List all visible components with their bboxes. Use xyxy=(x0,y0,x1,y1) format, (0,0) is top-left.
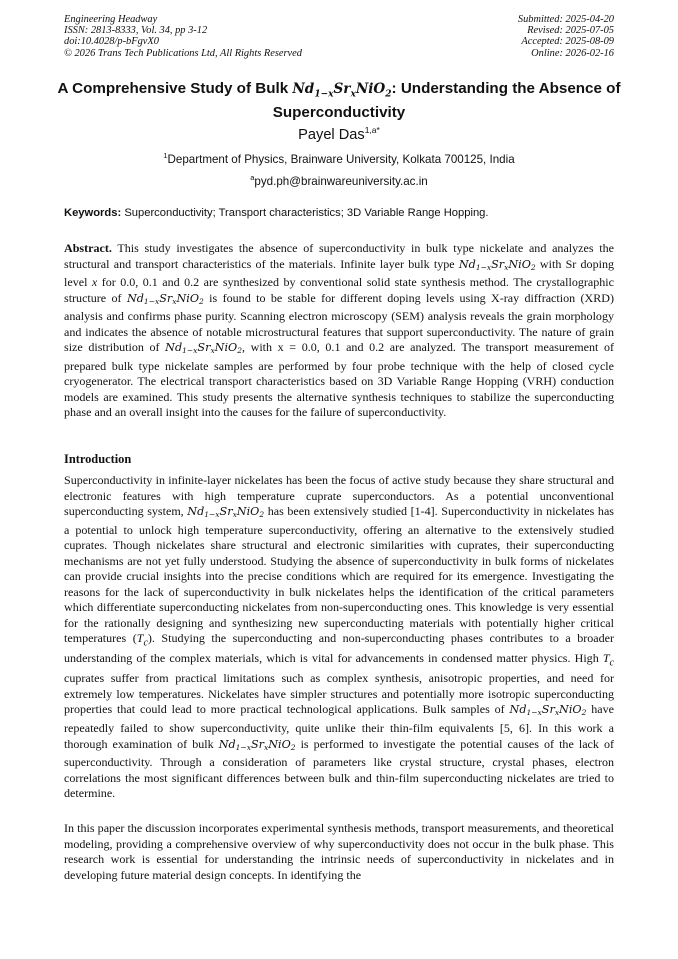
tc-symbol xyxy=(136,631,148,649)
tc-sub: c xyxy=(609,657,614,669)
author-name: Payel Das xyxy=(298,126,365,143)
formula-sr: Sr xyxy=(219,505,233,519)
intro-text: cuprates suffer from practical limitations such as complex synthesis, anisotropic properties, and need for extremely low temperatures. Nickelates have simpler structures and potentially more isotropic superconducting properties that could lead to more practical technological applications. Bulk samples of xyxy=(64,671,614,717)
issn-line: ISSN: 2813-8333, Vol. 34, pp 3-12 xyxy=(64,25,208,37)
journal-name: Engineering Headway xyxy=(64,14,158,25)
intro-text: have repeatedly failed to show superconductivity, quite unlike their thin-film equivalents [5, 6]. In this work a thorough examination of bulk xyxy=(64,702,614,751)
formula xyxy=(510,703,587,716)
formula-sub: 2 xyxy=(237,346,242,356)
formula-nio: NiO xyxy=(559,703,582,717)
formula-sub: 2 xyxy=(385,89,392,100)
email-link[interactable]: pyd.ph@brainwareuniversity.ac.in xyxy=(254,174,428,188)
formula-nd: Nd xyxy=(509,703,527,717)
tc-symbol xyxy=(602,651,614,669)
formula-nd: Nd xyxy=(458,257,476,271)
formula xyxy=(165,341,242,354)
abstract-text: is found to be stable for different doping levels using X-ray diffraction (XRD) analysis and confirms phase purity. Scanning electron microscopy (SEM) analysis reveals the grain morphology and indicates the absence of notable microstructural features that support superconductivity. The nature of grain size distribution of xyxy=(64,290,614,355)
affiliation-text: Department of Physics, Brainware University, Kolkata 700125, India xyxy=(167,152,515,166)
keywords xyxy=(64,207,614,219)
formula-sr: Sr xyxy=(541,703,555,717)
formula-sub: 1−x xyxy=(314,89,334,100)
abstract-text: with Sr doping level xyxy=(64,256,614,290)
formula-sr: Sr xyxy=(159,291,173,305)
author-line xyxy=(0,125,678,143)
formula-sr: Sr xyxy=(250,737,264,751)
abstract-label: Abstract. xyxy=(64,241,112,255)
title-text-start: A Comprehensive Study of Bulk xyxy=(57,80,293,97)
formula-sr: Sr xyxy=(491,257,505,271)
formula-nd: Nd xyxy=(165,341,183,355)
intro-text: is performed to investigate the potential causes of the lack of superconductivity. Through a consideration of parameters like crystal structure, crystal phases, electron correlations the most significant differences between bulk and thin-film superconducting nickelates are tried to determine. xyxy=(64,736,614,801)
formula xyxy=(459,258,536,271)
formula-sub: 2 xyxy=(581,708,587,718)
formula-nio: NiO xyxy=(268,737,291,751)
formula-nd: Nd xyxy=(187,505,205,519)
submitted-date: Submitted: 2025-04-20 xyxy=(517,14,614,25)
keywords-label: Keywords: xyxy=(64,207,122,219)
formula-sub: x xyxy=(504,262,509,272)
formula-sr: Sr xyxy=(197,341,211,355)
formula-nio: NiO xyxy=(508,257,531,271)
tc-t: T xyxy=(136,631,144,646)
formula-sub: x xyxy=(172,296,177,306)
formula-nio: NiO xyxy=(236,505,260,519)
formula-sub: 1−x xyxy=(143,296,160,306)
formula xyxy=(187,505,264,518)
formula xyxy=(219,738,296,751)
affiliation-superscript: 1 xyxy=(163,151,168,160)
paper-title xyxy=(40,80,638,122)
author-email xyxy=(0,173,678,188)
formula-sub: x xyxy=(350,89,356,100)
intro-text: ). Studying the superconducting and non-superconducting phases contributes to a broader understanding of the complex materials, which is vital for advancements in condensed matter physics. High xyxy=(64,631,615,666)
journal-info xyxy=(64,14,302,59)
abstract xyxy=(64,241,614,421)
title-formula xyxy=(292,81,392,100)
formula xyxy=(127,292,204,305)
publication-dates xyxy=(518,14,614,59)
keywords-text: Superconductivity; Transport characteristics; 3D Variable Range Hopping. xyxy=(124,207,489,219)
formula-nd: Nd xyxy=(218,737,236,751)
formula-sub: 1−x xyxy=(235,742,251,752)
copyright-line: © 2026 Trans Tech Publications Ltd, All Rights Reserved xyxy=(64,47,302,59)
formula-sub: 1−x xyxy=(182,346,198,356)
intro-text: Superconductivity in infinite-layer nickelates has been the focus of active study because they share structural and electronic features with high temperature cuprate superconductors. As a potential unconventional superconducting system, xyxy=(64,473,614,519)
formula-sub: 1−x xyxy=(526,708,542,718)
affiliation xyxy=(0,151,678,166)
online-date: Online: 2026-02-16 xyxy=(531,47,614,59)
doi-line[interactable]: doi:10.4028/p-bFgvX0 xyxy=(64,36,159,48)
variable-x: x xyxy=(91,275,98,290)
formula-nio: NiO xyxy=(355,81,386,97)
introduction-heading: Introduction xyxy=(64,452,132,466)
abstract-text: for 0.0, 0.1 and 0.2 are synthesized by conventional solid state synthesis method. The crystallographic structure of xyxy=(64,275,614,305)
formula-sub: 1−x xyxy=(204,510,220,520)
formula-nio: NiO xyxy=(214,341,238,355)
formula-sub: 2 xyxy=(530,262,536,272)
title-text-end: : Understanding the Absence of Superconductivity xyxy=(272,80,621,121)
formula-sub: x xyxy=(263,742,269,752)
revised-date: Revised: 2025-07-05 xyxy=(527,25,614,37)
introduction-paragraph-2: In this paper the discussion incorporates experimental synthesis methods, transport measurements, and theoretical modeling, providing a comprehensive overview of why superconductivity does not occur in the bulk phase. This research work is essential for understanding the intrinsic needs of superconductivity in nickelates and in developing future material design concepts. In identifying the xyxy=(64,821,614,882)
intro-text: has been extensively studied [1-4]. Superconductivity in nickelates has a potential to unlock high temperature superconductivity, offering an alternative to the extensively studied cuprates. Though nickelates share structural and electronic similarities with cuprates, their superconducting mechanisms are not yet fully understood. Studying the absence of superconductivity in bulk forms of nickelates can provide crucial insights into the precise conditions which are required for its emergence. Investigating the reasons for the lack of superconductivity in bulk nickelates helps the identification of the critical parameters which differentiate superconducting nickelates from non-superconducting ones. This knowledge is very essential for the rationally designing and synthesizing new superconducting materials with potentially higher critical temperatures ( xyxy=(64,504,614,646)
formula-nio: NiO xyxy=(176,291,200,305)
author-superscript: 1,a* xyxy=(364,125,380,135)
email-superscript: a xyxy=(250,173,255,182)
formula-sub: x xyxy=(210,346,215,356)
formula-sub: 2 xyxy=(199,296,204,306)
formula-sub: 2 xyxy=(259,510,265,520)
abstract-text: This study investigates the absence of superconductivity in bulk type nickelate and analyzes the structural and transport characteristics of the materials. Infinite layer bulk type xyxy=(64,241,614,271)
formula-sub: x xyxy=(554,708,560,718)
accepted-date: Accepted: 2025-08-09 xyxy=(521,36,614,48)
introduction-paragraph xyxy=(64,473,614,802)
tc-t: T xyxy=(602,651,610,666)
formula-sub: x xyxy=(232,510,237,520)
formula-sub: 2 xyxy=(290,742,296,752)
formula-nd: Nd xyxy=(292,81,315,97)
formula-sub: 1−x xyxy=(475,262,492,272)
abstract-text: , with x = 0.0, 0.1 and 0.2 are analyzed. The transport measurement of prepared bulk type nickelate samples are performed by four probe technique with the help of closed cycle cryogenerator. The electrical transport characteristics based on 3D Variable Range Hopping (VRH) conduction models are examined. This study presents the alternative synthesis techniques to stabilize the superconducting phase and an overall insight into the causes for the failure of superconductivity. xyxy=(64,340,614,420)
tc-sub: c xyxy=(143,637,148,649)
formula-sr: Sr xyxy=(333,81,351,97)
formula-nd: Nd xyxy=(126,291,144,305)
